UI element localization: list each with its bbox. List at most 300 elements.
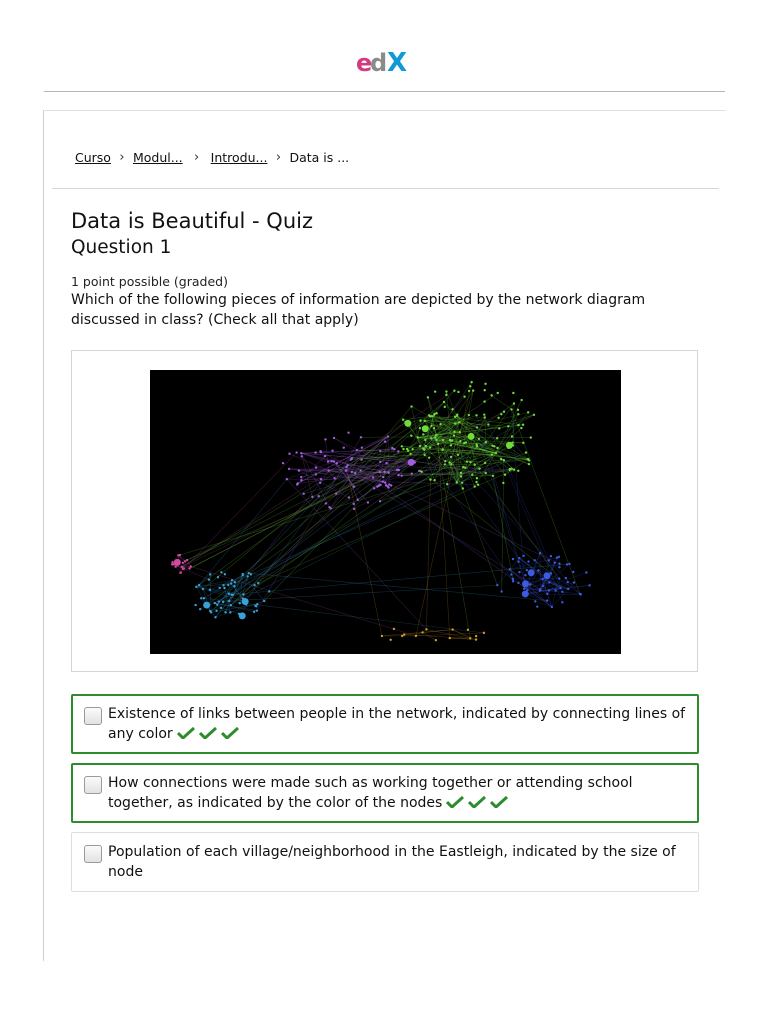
network-node [423, 420, 425, 422]
network-node [537, 569, 539, 571]
network-node [484, 462, 486, 464]
network-node [387, 435, 389, 437]
network-node [475, 481, 477, 483]
network-node [435, 639, 437, 641]
network-node [382, 476, 384, 478]
network-node [209, 573, 211, 575]
network-node [404, 421, 406, 423]
network-link [229, 585, 497, 601]
site-header [0, 0, 768, 92]
network-node [183, 567, 185, 569]
network-node [456, 414, 458, 416]
network-node [491, 445, 493, 447]
network-link [199, 479, 287, 585]
network-node [554, 589, 556, 591]
network-node [203, 602, 210, 609]
network-node [496, 437, 498, 439]
network-node [386, 485, 388, 487]
network-link [437, 440, 471, 638]
network-node [242, 598, 249, 605]
network-node [441, 448, 443, 450]
network-node [216, 603, 218, 605]
network-node [444, 460, 446, 462]
network-node [446, 483, 448, 485]
network-node [469, 461, 471, 463]
network-node [502, 482, 504, 484]
network-link [287, 479, 427, 629]
network-diagram-image [150, 370, 621, 654]
network-node [474, 463, 476, 465]
network-node [422, 433, 424, 435]
network-node [453, 434, 455, 436]
network-node [497, 417, 499, 419]
network-node [296, 483, 298, 485]
network-node [476, 426, 478, 428]
network-node [268, 590, 270, 592]
network-node [222, 584, 224, 586]
breadcrumb [75, 147, 349, 167]
question-title: Question 1 [71, 237, 172, 258]
svg-text:e: e [356, 49, 373, 74]
network-node [425, 628, 427, 630]
breadcrumb-current: Data is ... [289, 149, 350, 165]
network-node [319, 482, 321, 484]
network-node [463, 395, 465, 397]
edx-logo[interactable] [356, 46, 414, 74]
network-node [522, 555, 524, 557]
network-node [483, 413, 485, 415]
network-node [484, 389, 486, 391]
network-node [491, 453, 493, 455]
network-node [527, 560, 529, 562]
network-node [230, 604, 232, 606]
network-node [389, 639, 391, 641]
network-node [419, 419, 421, 421]
network-node [347, 432, 349, 434]
network-node [460, 475, 462, 477]
network-node [327, 460, 329, 462]
network-node [468, 414, 470, 416]
network-node [421, 631, 423, 633]
network-node [419, 427, 421, 429]
header-divider [44, 91, 725, 92]
network-node [360, 436, 362, 438]
network-node [490, 394, 492, 396]
network-node [231, 579, 233, 581]
network-node [171, 563, 173, 565]
network-node [242, 593, 244, 595]
network-node [428, 456, 430, 458]
network-node [512, 580, 514, 582]
network-node [430, 425, 432, 427]
network-node [300, 452, 302, 454]
network-node [468, 390, 470, 392]
network-node [203, 597, 205, 599]
network-node [546, 593, 548, 595]
network-node [459, 431, 461, 433]
network-node [228, 593, 230, 595]
network-node [356, 449, 358, 451]
network-node [520, 427, 522, 429]
breadcrumb-link-course[interactable]: Curso [75, 149, 111, 165]
network-node [517, 582, 519, 584]
network-node [478, 438, 480, 440]
network-node [325, 502, 327, 504]
network-node [353, 503, 355, 505]
network-node [434, 390, 436, 392]
network-node [314, 451, 316, 453]
network-link [455, 391, 473, 417]
network-node [245, 603, 247, 605]
network-node [224, 573, 226, 575]
network-node [402, 419, 404, 421]
network-node [234, 581, 236, 583]
network-node [500, 413, 502, 415]
network-node [510, 408, 512, 410]
network-node [487, 423, 489, 425]
network-node [435, 439, 437, 441]
network-node [209, 589, 211, 591]
network-node [498, 427, 500, 429]
network-node [351, 457, 353, 459]
network-node [536, 605, 538, 607]
network-node [433, 427, 435, 429]
network-node [522, 580, 529, 587]
answer-option-label: Population of each village/neighborhood in the Eastleigh, indicated by the size of node [108, 844, 676, 880]
network-node [510, 573, 512, 575]
network-node [522, 442, 524, 444]
network-node [401, 445, 403, 447]
network-node [588, 584, 590, 586]
breadcrumb-divider [52, 188, 719, 189]
network-link [510, 470, 561, 588]
network-node [384, 441, 386, 443]
network-node [533, 414, 535, 416]
network-node [407, 450, 409, 452]
network-node [345, 469, 347, 471]
network-node [548, 559, 550, 561]
checkmark-icon [177, 727, 195, 739]
network-node [353, 508, 355, 510]
network-node [450, 444, 452, 446]
checkbox[interactable] [84, 707, 102, 725]
network-node [348, 496, 350, 498]
network-node [422, 425, 429, 432]
network-node [512, 392, 514, 394]
network-node [401, 635, 403, 637]
network-node [461, 482, 463, 484]
network-node [223, 587, 225, 589]
network-node [517, 560, 519, 562]
network-node [484, 472, 486, 474]
network-node [379, 471, 381, 473]
chevron-right-icon: › [119, 149, 125, 165]
network-node [428, 414, 430, 416]
network-node [533, 559, 535, 561]
checkmark-icon [221, 727, 239, 739]
network-node [526, 569, 528, 571]
network-node [385, 462, 387, 464]
network-node [559, 587, 561, 589]
network-node [513, 402, 515, 404]
network-node [459, 440, 461, 442]
network-node [318, 495, 320, 497]
network-node [483, 400, 485, 402]
network-link [249, 573, 547, 600]
network-node [420, 470, 422, 472]
network-node [418, 470, 420, 472]
network-node [336, 462, 338, 464]
breadcrumb-link-intro[interactable]: Introdu... [210, 149, 268, 165]
network-node [568, 563, 570, 565]
network-node [473, 485, 475, 487]
network-node [403, 633, 405, 635]
network-node [495, 452, 497, 454]
network-node [539, 589, 541, 591]
network-node [506, 442, 513, 449]
network-node [517, 413, 519, 415]
breadcrumb-link-module[interactable]: Modul... [132, 149, 183, 165]
network-node [526, 589, 528, 591]
network-node [219, 587, 221, 589]
chevron-right-icon: › [275, 149, 282, 165]
network-node [238, 613, 240, 615]
network-node [475, 635, 477, 637]
network-node [379, 450, 381, 452]
network-node [475, 414, 477, 416]
network-node [416, 436, 418, 438]
network-node [402, 448, 404, 450]
network-node [525, 451, 527, 453]
network-node [300, 476, 302, 478]
answer-option-label: Existence of links between people in the network, indicated by connecting lines of any color [108, 706, 686, 742]
network-node [396, 469, 398, 471]
network-node [445, 390, 447, 392]
checkmark-icon [490, 796, 508, 808]
network-node [534, 600, 536, 602]
network-link [493, 476, 513, 579]
network-node [520, 399, 522, 401]
network-node [512, 578, 514, 580]
network-node [467, 629, 469, 631]
network-node [324, 455, 326, 457]
network-node [445, 394, 447, 396]
network-node [410, 434, 412, 436]
answer-option[interactable] [71, 832, 699, 892]
network-node [298, 469, 300, 471]
network-node [462, 487, 464, 489]
network-node [429, 478, 431, 480]
network-node [517, 424, 519, 426]
network-node [174, 559, 181, 566]
network-link [257, 437, 361, 610]
network-node [522, 424, 524, 426]
network-node [500, 590, 502, 592]
network-node [379, 484, 381, 486]
network-node [361, 446, 363, 448]
answer-option-label: How connections were made such as working together or attending school together, as indicated by the color of the nodes [108, 775, 633, 811]
network-node [253, 584, 255, 586]
network-node [319, 450, 321, 452]
network-node [518, 571, 520, 573]
network-node [408, 459, 415, 466]
network-node [530, 436, 532, 438]
network-node [356, 499, 358, 501]
answer-option[interactable] [71, 763, 699, 823]
network-node [517, 470, 519, 472]
network-node [503, 411, 505, 413]
network-link [347, 467, 382, 636]
network-node [454, 422, 456, 424]
network-node [424, 439, 426, 441]
svg-text:X: X [387, 48, 408, 74]
network-node [435, 434, 437, 436]
network-node [335, 492, 337, 494]
network-node [462, 466, 464, 468]
network-node [248, 572, 250, 574]
network-node [542, 585, 544, 587]
network-node [485, 441, 487, 443]
network-node [333, 460, 335, 462]
network-node [470, 381, 472, 383]
network-node [469, 637, 471, 639]
network-node [580, 593, 582, 595]
network-node [429, 446, 431, 448]
checkbox[interactable] [84, 845, 102, 863]
network-node [442, 439, 444, 441]
network-node [410, 405, 412, 407]
network-node [512, 558, 514, 560]
network-node [464, 467, 466, 469]
network-node [177, 554, 179, 556]
answer-option[interactable] [71, 694, 699, 754]
network-node [566, 563, 568, 565]
network-node [359, 469, 361, 471]
network-node [558, 577, 560, 579]
checkmark-icon [446, 796, 464, 808]
network-node [453, 390, 455, 392]
network-node [443, 401, 445, 403]
checkmark-icon [199, 727, 217, 739]
network-node [384, 481, 386, 483]
network-node [475, 638, 477, 640]
network-node [214, 616, 216, 618]
network-node [253, 611, 255, 613]
network-node [190, 565, 192, 567]
network-node [471, 473, 473, 475]
network-node [220, 571, 222, 573]
network-node [478, 467, 480, 469]
network-node [454, 416, 456, 418]
network-node [400, 474, 402, 476]
network-node [558, 556, 560, 558]
network-link [210, 574, 211, 612]
network-node [182, 562, 184, 564]
network-node [504, 474, 506, 476]
network-node [194, 604, 196, 606]
network-node [527, 458, 529, 460]
network-node [539, 552, 541, 554]
network-node [448, 461, 450, 463]
network-node [320, 478, 322, 480]
network-node [331, 449, 333, 451]
network-node [523, 588, 525, 590]
network-node [409, 453, 411, 455]
network-node [567, 588, 569, 590]
network-node [263, 600, 265, 602]
network-node [198, 584, 200, 586]
network-node [444, 406, 446, 408]
network-node [423, 454, 425, 456]
network-node [434, 436, 436, 438]
network-node [354, 472, 356, 474]
network-node [558, 563, 560, 565]
network-node [228, 600, 230, 602]
network-node [513, 468, 515, 470]
network-node [451, 628, 453, 630]
network-node [548, 581, 550, 583]
network-node [460, 472, 462, 474]
network-node [529, 583, 531, 585]
network-node [200, 597, 202, 599]
network-node [411, 448, 413, 450]
network-node [503, 459, 505, 461]
network-node [239, 602, 241, 604]
network-node [171, 561, 173, 563]
checkbox[interactable] [84, 776, 102, 794]
network-node [255, 605, 257, 607]
network-node [492, 475, 494, 477]
network-node [188, 567, 190, 569]
network-node [573, 581, 575, 583]
network-node [208, 578, 210, 580]
network-node [230, 582, 232, 584]
network-node [381, 635, 383, 637]
network-node [184, 560, 186, 562]
network-node [181, 566, 183, 568]
network-node [546, 599, 548, 601]
network-node [379, 461, 381, 463]
network-node [256, 603, 258, 605]
network-node [450, 456, 452, 458]
network-node [333, 477, 335, 479]
network-node [558, 566, 560, 568]
network-node [484, 383, 486, 385]
network-node [311, 496, 313, 498]
network-node [242, 573, 244, 575]
network-node [301, 455, 303, 457]
network-node [475, 443, 477, 445]
network-node [215, 610, 217, 612]
network-node [433, 479, 435, 481]
network-node [250, 573, 252, 575]
network-node [324, 438, 326, 440]
network-node [286, 478, 288, 480]
network-node [330, 507, 332, 509]
network-node [453, 431, 455, 433]
network-node [222, 601, 224, 603]
network-node [295, 451, 297, 453]
network-node [457, 391, 459, 393]
network-link [492, 395, 512, 409]
network-node [224, 611, 226, 613]
network-node [351, 471, 353, 473]
network-node [288, 452, 290, 454]
network-node [379, 500, 381, 502]
network-node [227, 584, 229, 586]
network-node [484, 416, 486, 418]
network-node [450, 463, 452, 465]
